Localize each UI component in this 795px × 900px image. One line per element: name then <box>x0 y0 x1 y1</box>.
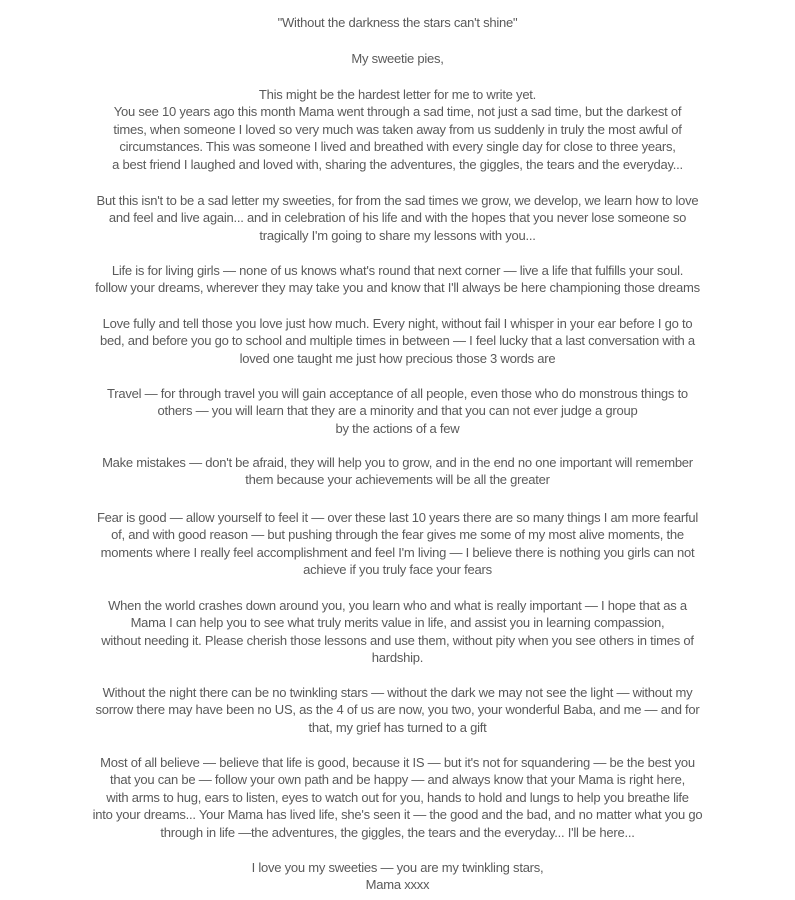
letter-line: Most of all believe — believe that life is good, because it IS — but it's not for squandering — be the best you <box>100 755 695 770</box>
letter-line: tragically I'm going to share my lessons with you... <box>259 227 536 243</box>
letter-greeting: My sweetie pies, <box>351 51 444 66</box>
letter-line: Life is for living girls — none of us knows what's round that next corner — live a life that fulfills your soul. <box>111 263 684 278</box>
letter-line: a best friend I laughed and loved with, sharing the adventures, the giggles, the tears and the everyday... <box>112 156 683 172</box>
letter-line: with arms to hug, ears to listen, eyes to watch out for you, hands to hold and lungs to help you breathe life <box>106 789 689 805</box>
letter-line: When the world crashes down around you, you learn who and what is really important — I hope that as a <box>108 598 687 613</box>
letter-line: You see 10 years ago this month Mama went through a sad time, not just a sad time, but the darkest of <box>113 104 682 120</box>
letter-line: This might be the hardest letter for me to write yet. <box>258 87 537 102</box>
letter-line: into your dreams... Your Mama has lived life, she's seen it — the good and the bad, and no matter what you go <box>92 807 703 823</box>
letter-line: Make mistakes — don't be afraid, they will help you to grow, and in the end no one important will remember <box>102 455 693 470</box>
letter-line: loved one taught me just how precious those 3 words are <box>239 350 556 366</box>
letter-line: that you can be — follow your own path and be happy — and always know that your Mama is right here, <box>110 772 685 788</box>
letter-line: that, my grief has turned to a gift <box>308 719 487 735</box>
letter-line: by the actions of a few <box>335 420 460 436</box>
letter-line: achieve if you truly face your fears <box>303 562 492 578</box>
letter-title: "Without the darkness the stars can't shine" <box>277 15 518 30</box>
letter-closing: I love you my sweeties — you are my twinkling stars, <box>251 860 544 875</box>
letter-line: Love fully and tell those you love just how much. Every night, without fail I whisper in your ear before I go to <box>102 316 693 331</box>
letter-line: Fear is good — allow yourself to feel it — over these last 10 years there are so many things I am more fearful <box>96 510 699 525</box>
letter-line: and feel and live again... and in celebration of his life and with the hopes that you never lose someone so <box>108 210 687 226</box>
letter-line: circumstances. This was someone I lived and breathed with every single day for close to three years, <box>119 139 676 155</box>
letter-line: hardship. <box>371 650 424 666</box>
letter-line: Without the night there can be no twinkling stars — without the dark we may not see the light — without my <box>102 685 693 700</box>
letter-line: But this isn't to be a sad letter my sweeties, for from the sad times we grow, we develop, we learn how to love <box>96 193 699 208</box>
letter-line: sorrow there may have been no US, as the 4 of us are now, you two, your wonderful Baba, and me — and for <box>95 702 700 718</box>
letter-line: them because your achievements will be all the greater <box>245 472 550 488</box>
letter-line: Mama I can help you to see what truly merits value in life, and assist you in learning compassion, <box>130 615 665 631</box>
letter-line: without needing it. Please cherish those lessons and use them, without pity when you see others in times of <box>101 632 694 648</box>
letter-line: of, and with good reason — but pushing through the fear gives me some of my most alive moments, the <box>111 527 684 543</box>
letter-line: Travel — for through travel you will gain acceptance of all people, even those who do monstrous things to <box>107 386 688 401</box>
letter-line: times, when someone I loved so very much was taken away from us suddenly in truly the most awful of <box>113 121 682 137</box>
letter-line: bed, and before you go to school and multiple times in between — I feel lucky that a last conversation with a <box>100 333 695 349</box>
letter-line: follow your dreams, wherever they may take you and know that I'll always be here championing those dreams <box>95 280 700 296</box>
letter-line: through in life —the adventures, the giggles, the tears and the everyday... I'll be here... <box>160 824 635 840</box>
letter-signature: Mama xxxx <box>365 877 430 892</box>
letter-line: others — you will learn that they are a minority and that you can not ever judge a group <box>157 403 638 419</box>
letter-line: moments where I really feel accomplishment and feel I'm living — I believe there is nothing you girls can not <box>100 544 695 560</box>
